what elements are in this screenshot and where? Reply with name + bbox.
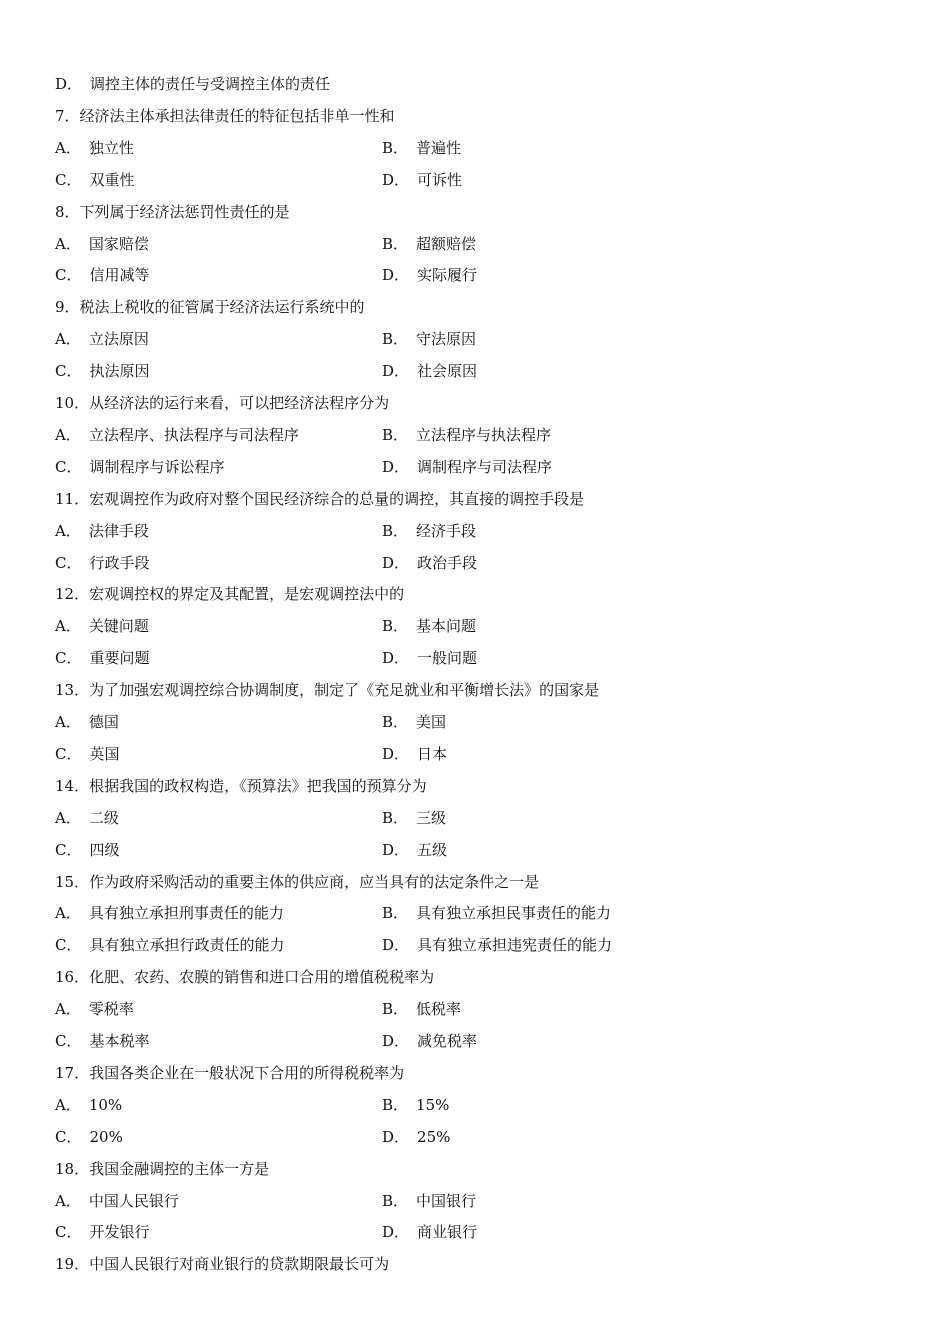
option-label: D．	[382, 744, 410, 763]
option-text: 普遍性	[416, 138, 462, 157]
option-text: 经济手段	[416, 521, 477, 540]
option-text: 社会原因	[417, 362, 478, 381]
answer-option	[382, 132, 461, 164]
option-label: A．	[55, 904, 81, 923]
answer-option	[382, 259, 477, 291]
question-stem: 9．税法上税收的征管属于经济法运行系统中的	[55, 298, 365, 317]
option-label: B．	[382, 138, 409, 157]
answer-option	[382, 355, 477, 387]
option-label: A．	[55, 617, 81, 636]
answer-option	[382, 1025, 477, 1057]
option-label: D．	[382, 936, 410, 955]
answer-option	[382, 1089, 449, 1121]
answer-option	[55, 1025, 150, 1057]
option-text: 具有独立承担刑事责任的能力	[88, 904, 284, 923]
answer-option	[382, 834, 447, 866]
option-label: D．	[382, 553, 410, 572]
option-text: 中国银行	[416, 1191, 477, 1210]
option-text: 调制程序与司法程序	[417, 457, 553, 476]
option-label: D．	[55, 75, 83, 93]
answer-option	[55, 993, 134, 1025]
option-label: A．	[55, 1191, 81, 1210]
question-stem: 10．从经济法的运行来看，可以把经济法程序分为	[55, 394, 390, 412]
option-label: A．	[55, 330, 81, 349]
option-text: 五级	[417, 840, 448, 859]
option-label: B．	[382, 713, 409, 731]
option-label: D．	[382, 170, 410, 189]
option-label: C．	[55, 266, 82, 285]
option-label: A．	[55, 808, 81, 827]
question-stem: 13．为了加强宏观调控综合协调制度，制定了《充足就业和平衡增长法》的国家是	[55, 681, 600, 700]
option-label: B．	[382, 234, 409, 253]
option-label: D．	[382, 362, 410, 381]
answer-option	[382, 1185, 476, 1217]
option-label: C．	[55, 744, 82, 763]
answer-option	[55, 802, 119, 834]
answer-option	[55, 355, 150, 387]
option-text: 中国人民银行	[88, 1191, 179, 1210]
option-label: D．	[382, 840, 410, 859]
answer-option	[382, 642, 477, 674]
option-label: B．	[382, 330, 409, 349]
option-label: C．	[55, 457, 82, 476]
option-text: 英国	[89, 744, 120, 763]
option-text: 开发银行	[89, 1223, 150, 1242]
option-label: A．	[55, 425, 81, 444]
answer-option	[55, 897, 284, 929]
answer-option	[382, 929, 612, 961]
answer-option	[382, 164, 462, 196]
option-label: B．	[382, 617, 409, 636]
option-label: A．	[55, 234, 81, 253]
option-label: D．	[382, 266, 410, 285]
option-text: 10%	[88, 1095, 123, 1114]
answer-option	[55, 132, 134, 164]
option-text: 超额赔偿	[416, 234, 477, 253]
answer-option	[55, 1185, 179, 1217]
option-label: B．	[382, 1000, 409, 1019]
option-label: B．	[382, 521, 409, 540]
answer-option	[382, 547, 477, 579]
option-label: C．	[55, 840, 82, 859]
option-text: 重要问题	[89, 649, 150, 668]
answer-option	[382, 1216, 477, 1248]
answer-option	[55, 228, 149, 260]
option-label: B．	[382, 808, 409, 827]
option-text: 15%	[416, 1095, 450, 1114]
answer-option	[55, 738, 120, 770]
option-text: 独立性	[88, 138, 134, 157]
question-stem: 8．下列属于经济法惩罚性责任的是	[55, 202, 290, 221]
option-text: 执法原因	[89, 362, 150, 381]
option-label: C．	[55, 936, 82, 955]
option-label: B．	[382, 904, 409, 923]
option-label: D．	[382, 1032, 410, 1050]
answer-option	[382, 228, 476, 260]
option-text: 日本	[417, 744, 448, 763]
option-label: D．	[382, 649, 410, 668]
option-text: 二级	[88, 808, 119, 827]
option-text: 25%	[417, 1127, 451, 1146]
answer-option	[382, 738, 447, 770]
option-label: C．	[55, 1032, 82, 1050]
question-stem: 18．我国金融调控的主体一方是	[55, 1159, 270, 1178]
option-text: 一般问题	[417, 649, 478, 668]
option-text: 具有独立承担违宪责任的能力	[417, 936, 613, 955]
option-text: 20%	[89, 1127, 123, 1146]
question-stem: 17．我国各类企业在一般状况下合用的所得税税率为	[55, 1063, 405, 1082]
answer-option	[55, 706, 119, 738]
option-text: 信用减等	[89, 266, 150, 285]
answer-option	[55, 547, 150, 579]
answer-option	[55, 610, 149, 642]
answer-option	[382, 610, 476, 642]
option-label: D．	[382, 457, 410, 476]
answer-option	[382, 993, 461, 1025]
answer-option	[55, 451, 225, 483]
question-stem: 14．根据我国的政权构造，《预算法》把我国的预算分为	[55, 776, 427, 795]
option-text: 实际履行	[417, 266, 478, 285]
option-label: B．	[382, 1095, 409, 1114]
answer-option	[382, 515, 476, 547]
option-text: 国家赔偿	[88, 234, 149, 253]
option-text: 德国	[88, 713, 119, 731]
question-stem: 11．宏观调控作为政府对整个国民经济综合的总量的调控，其直接的调控手段是	[55, 489, 585, 508]
option-text: 双重性	[89, 170, 135, 189]
option-label: C．	[55, 170, 82, 189]
option-label: C．	[55, 1223, 82, 1242]
answer-option	[55, 929, 285, 961]
option-text: 三级	[416, 808, 447, 827]
answer-option	[55, 834, 120, 866]
option-text: 零税率	[88, 1000, 134, 1019]
answer-option	[55, 259, 150, 291]
question-stem: 16．化肥、农药、农膜的销售和进口合用的增值税税率为	[55, 968, 435, 987]
option-text: 低税率	[416, 1000, 462, 1019]
answer-option	[382, 1121, 450, 1153]
question-stem: 12．宏观调控权的界定及其配置，是宏观调控法中的	[55, 585, 405, 604]
option-label: A．	[55, 1095, 81, 1114]
option-text: 具有独立承担行政责任的能力	[89, 936, 285, 955]
option-text: 法律手段	[88, 521, 149, 540]
answer-option	[382, 451, 552, 483]
answer-option	[55, 419, 299, 451]
answer-option	[55, 164, 135, 196]
option-text: 基本问题	[416, 617, 477, 636]
answer-option	[55, 1216, 150, 1248]
answer-option	[55, 323, 149, 355]
option-text: 具有独立承担民事责任的能力	[416, 904, 612, 923]
answer-option	[55, 515, 149, 547]
option-text: 立法程序与执法程序	[416, 425, 552, 444]
answer-option	[55, 1089, 122, 1121]
option-label: A．	[55, 521, 81, 540]
answer-option	[382, 897, 611, 929]
option-text: 政治手段	[417, 553, 478, 572]
option-text: 可诉性	[417, 170, 463, 189]
option-label: A．	[55, 1000, 81, 1019]
option-text: 立法程序、执法程序与司法程序	[88, 425, 299, 444]
option-label: C．	[55, 362, 82, 381]
option-label: A．	[55, 713, 81, 731]
option-text: 基本税率	[89, 1032, 150, 1050]
answer-option	[382, 419, 551, 451]
question-stem: 15．作为政府采购活动的重要主体的供应商，应当具有的法定条件之一是	[55, 872, 540, 891]
option-text: 关键问题	[88, 617, 149, 636]
option-text: 减免税率	[417, 1032, 478, 1050]
option-label: B．	[382, 425, 409, 444]
option-text: 行政手段	[89, 553, 150, 572]
option-text: 调控主体的责任与受调控主体的责任	[90, 75, 331, 93]
option-label: D．	[382, 1127, 410, 1146]
answer-option	[55, 642, 150, 674]
answer-option	[382, 323, 476, 355]
question-stem: 7．经济法主体承担法律责任的特征包括非单一性和	[55, 106, 395, 125]
option-label: C．	[55, 649, 82, 668]
option-label: C．	[55, 553, 82, 572]
option-text: 立法原因	[88, 330, 149, 349]
option-text: 调制程序与诉讼程序	[89, 457, 225, 476]
option-label: C．	[55, 1127, 82, 1146]
option-text: 商业银行	[417, 1223, 478, 1242]
answer-option	[382, 706, 446, 738]
option-text: 美国	[416, 713, 447, 731]
question-stem: 19．中国人民银行对商业银行的贷款期限最长可为	[55, 1255, 390, 1274]
option-label: A．	[55, 138, 81, 157]
answer-option	[55, 68, 330, 100]
option-text: 四级	[89, 840, 120, 859]
answer-option	[382, 802, 446, 834]
answer-option	[55, 1121, 123, 1153]
option-text: 守法原因	[416, 330, 477, 349]
option-label: D．	[382, 1223, 410, 1242]
option-label: B．	[382, 1191, 409, 1210]
